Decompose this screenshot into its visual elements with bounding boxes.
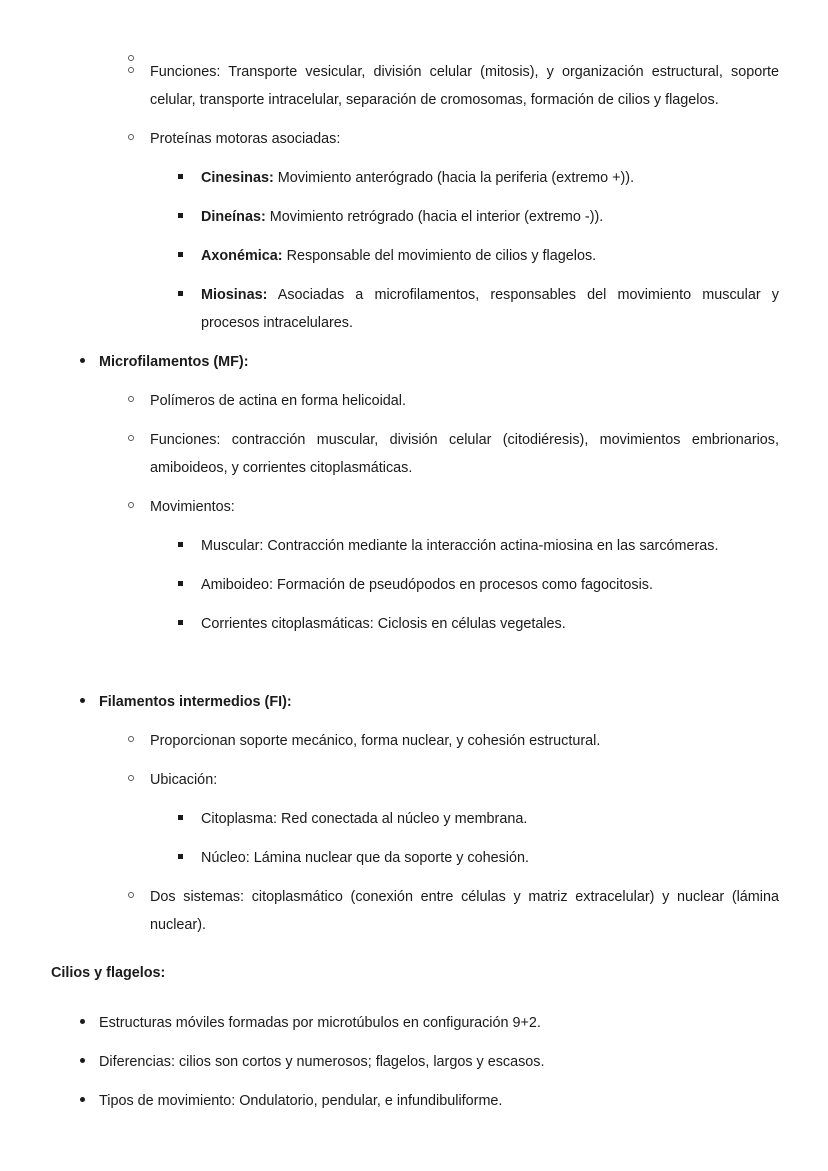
square-bullet-icon [178,844,196,872]
section-microfilamentos-title [99,348,779,376]
spacer [0,987,828,1009]
circle-bullet-icon [128,766,146,794]
list-item-mf-amiboideo [201,571,779,599]
list-item-text: Corrientes citoplasmáticas: Ciclosis en células vegetales. [201,616,566,632]
list-item-fi-ubicacion [150,766,779,794]
list-item-cf-estructuras [99,1009,779,1037]
list-item-mf-muscular [201,532,779,560]
list-item-fi-dos-sistemas [150,883,779,939]
list-item-mt-proteinas-motoras [150,125,779,153]
spacer [0,716,828,727]
spacer [0,794,828,805]
list-item-dineinas [201,203,779,231]
spacer [0,755,828,766]
list-item-mt-funciones [150,58,779,114]
list-item-fi-citoplasma [201,805,779,833]
spacer [0,521,828,532]
spacer [0,560,828,571]
spacer [0,872,828,883]
section-title-text: Microfilamentos (MF): [99,354,249,370]
term-description: Movimiento retrógrado (hacia el interior (extremo -)). [265,209,604,225]
term-description: Asociadas a microfilamentos, responsables del movimiento muscular y procesos intracelulares. [201,287,779,331]
disc-bullet-icon [80,1048,98,1076]
list-item-fi-soporte [150,727,779,755]
circle-bullet-icon [128,387,146,415]
square-bullet-icon [178,164,196,192]
spacer [0,46,828,58]
spacer [0,1037,828,1048]
list-item-text: Proteínas motoras asociadas: [150,131,341,147]
list-item-text: Amiboideo: Formación de pseudópodos en procesos como fagocitosis. [201,577,653,593]
section-heading-text: Cilios y flagelos: [51,965,166,981]
disc-bullet-icon [80,348,98,376]
square-bullet-icon [178,532,196,560]
list-item-text: Estructuras móviles formadas por microtúbulos en configuración 9+2. [99,1015,541,1031]
list-item-text: Funciones: Transporte vesicular, división celular (mitosis), y organización estructural, soporte celular, transporte intracelular, separación de cromosomas, formación de cilios y flagelos. [150,64,779,108]
spacer [0,114,828,125]
list-item-fi-nucleo [201,844,779,872]
spacer [0,231,828,242]
list-item-axonemica [201,242,779,270]
disc-bullet-icon [80,1009,98,1037]
term-label: Miosinas: [201,287,268,303]
list-item-text: Movimientos: [150,499,235,515]
blank-paragraph-spacer [0,638,828,688]
spacer [0,192,828,203]
disc-bullet-icon [80,688,98,716]
list-item-text: Ubicación: [150,772,218,788]
list-item-miosinas [201,281,779,337]
list-item-mf-funciones [150,426,779,482]
square-bullet-icon [178,203,196,231]
spacer [0,153,828,164]
list-item-text: Polímeros de actina en forma helicoidal. [150,393,406,409]
circle-bullet-icon [128,493,146,521]
list-item-text: Diferencias: cilios son cortos y numerosos; flagelos, largos y escasos. [99,1054,545,1070]
circle-bullet-icon [128,58,146,86]
top-spacer [0,0,828,46]
spacer [0,599,828,610]
circle-bullet-icon [128,426,146,454]
section-title-text: Filamentos intermedios (FI): [99,694,292,710]
term-description: Responsable del movimiento de cilios y flagelos. [282,248,597,264]
circle-bullet-icon [128,883,146,911]
list-item-text: Núcleo: Lámina nuclear que da soporte y cohesión. [201,850,529,866]
list-item-text: Funciones: contracción muscular, división celular (citodiéresis), movimientos embrionarios, amiboideos, y corrientes citoplasmáticas. [150,432,779,476]
spacer [0,376,828,387]
spacer [0,1076,828,1087]
square-bullet-icon [178,281,196,309]
term-label: Dineínas: [201,209,266,225]
list-item-text: Citoplasma: Red conectada al núcleo y membrana. [201,811,528,827]
square-bullet-icon [178,805,196,833]
square-bullet-icon [178,610,196,638]
square-bullet-icon [178,571,196,599]
list-item-cf-tipos-movimiento [99,1087,779,1115]
disc-bullet-icon [80,1087,98,1115]
list-item-mf-polimeros [150,387,779,415]
list-item-mf-movimientos [150,493,779,521]
term-label: Cinesinas: [201,170,274,186]
list-item-cf-diferencias [99,1048,779,1076]
spacer [0,337,828,348]
square-bullet-icon [178,242,196,270]
term-description: Movimiento anterógrado (hacia la periferia (extremo +)). [273,170,635,186]
list-item-mf-corrientes [201,610,779,638]
spacer [0,270,828,281]
list-item-text: Muscular: Contracción mediante la interacción actina-miosina en las sarcómeras. [201,538,719,554]
list-item-text: Tipos de movimiento: Ondulatorio, pendular, e infundibuliforme. [99,1093,503,1109]
list-item-cinesinas [201,164,779,192]
spacer [0,939,828,959]
spacer [0,482,828,493]
section-filamentos-intermedios-title [99,688,779,716]
list-item-text: Dos sistemas: citoplasmático (conexión entre células y matriz extracelular) y nuclear (lámina nuclear). [150,889,779,933]
list-item-text: Proporcionan soporte mecánico, forma nuclear, y cohesión estructural. [150,733,601,749]
section-heading-cilios-flagelos [51,959,779,987]
circle-bullet-icon [128,727,146,755]
term-label: Axonémica: [201,248,283,264]
circle-bullet-icon [128,125,146,153]
spacer [0,415,828,426]
spacer [0,833,828,844]
